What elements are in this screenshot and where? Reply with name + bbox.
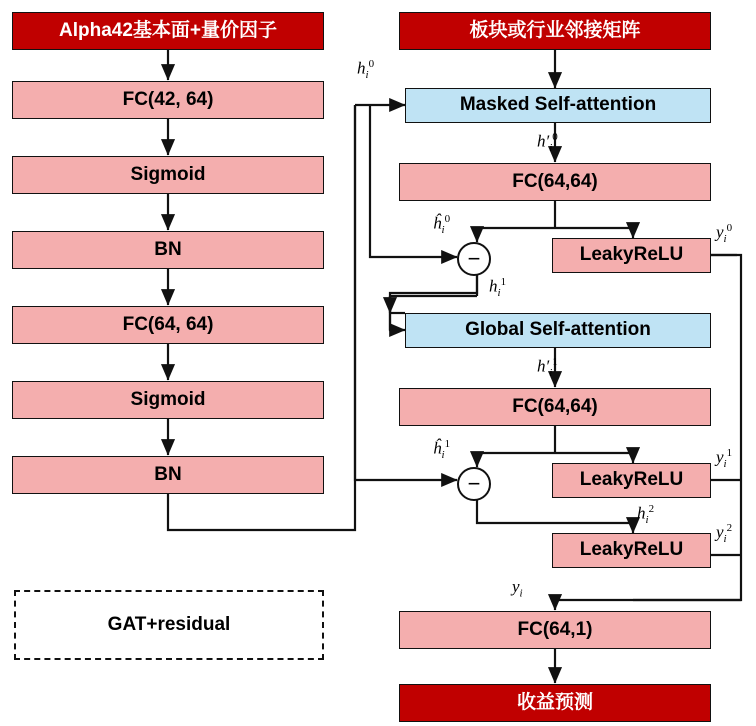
- leakyrelu-2-box: LeakyReLU: [552, 533, 711, 568]
- label-h-prime-1: $h'_i^1$: [537, 356, 558, 380]
- fc-64-64-b-box: FC(64,64): [399, 388, 711, 426]
- label-y: $y_i$: [512, 577, 523, 600]
- input-factors-box: Alpha42基本面+量价因子: [12, 12, 324, 50]
- subtract-node-0: [457, 242, 491, 276]
- subtract-node-0-label: −: [467, 246, 481, 271]
- label-y-0: $y_i^0$: [716, 222, 733, 246]
- bn-1-box: BN: [12, 231, 324, 269]
- sigmoid-1-box: Sigmoid: [12, 156, 324, 194]
- label-h-prime-0: $h'_i^0$: [537, 131, 558, 155]
- masked-self-attention-box: Masked Self-attention: [405, 88, 711, 123]
- label-y-2: $y_i^2$: [716, 522, 733, 546]
- adjacency-matrix-box: 板块或行业邻接矩阵: [399, 12, 711, 50]
- fc-64-64-a-box: FC(64,64): [399, 163, 711, 201]
- fc-42-64-box: FC(42, 64): [12, 81, 324, 119]
- label-h-2: $h_i^2$: [637, 503, 655, 527]
- leakyrelu-1-box: LeakyReLU: [552, 463, 711, 498]
- output-prediction-box: 收益预测: [399, 684, 711, 722]
- legend-gat-residual-box: GAT+residual: [14, 590, 324, 660]
- sigmoid-2-box: Sigmoid: [12, 381, 324, 419]
- label-h-hat-1: $ĥ_i^1$: [433, 438, 451, 462]
- label-h-1: $h_i^1$: [489, 276, 507, 300]
- subtract-node-1-label: −: [467, 471, 481, 496]
- subtract-node-1: [457, 467, 491, 501]
- label-h-hat-0: $ĥ_i^0$: [433, 213, 451, 237]
- bn-2-box: BN: [12, 456, 324, 494]
- global-self-attention-box: Global Self-attention: [405, 313, 711, 348]
- fc-64-64-left-box: FC(64, 64): [12, 306, 324, 344]
- label-h-0: $h_i^0$: [357, 58, 375, 82]
- label-y-1: $y_i^1$: [716, 447, 733, 471]
- leakyrelu-0-box: LeakyReLU: [552, 238, 711, 273]
- fc-64-1-box: FC(64,1): [399, 611, 711, 649]
